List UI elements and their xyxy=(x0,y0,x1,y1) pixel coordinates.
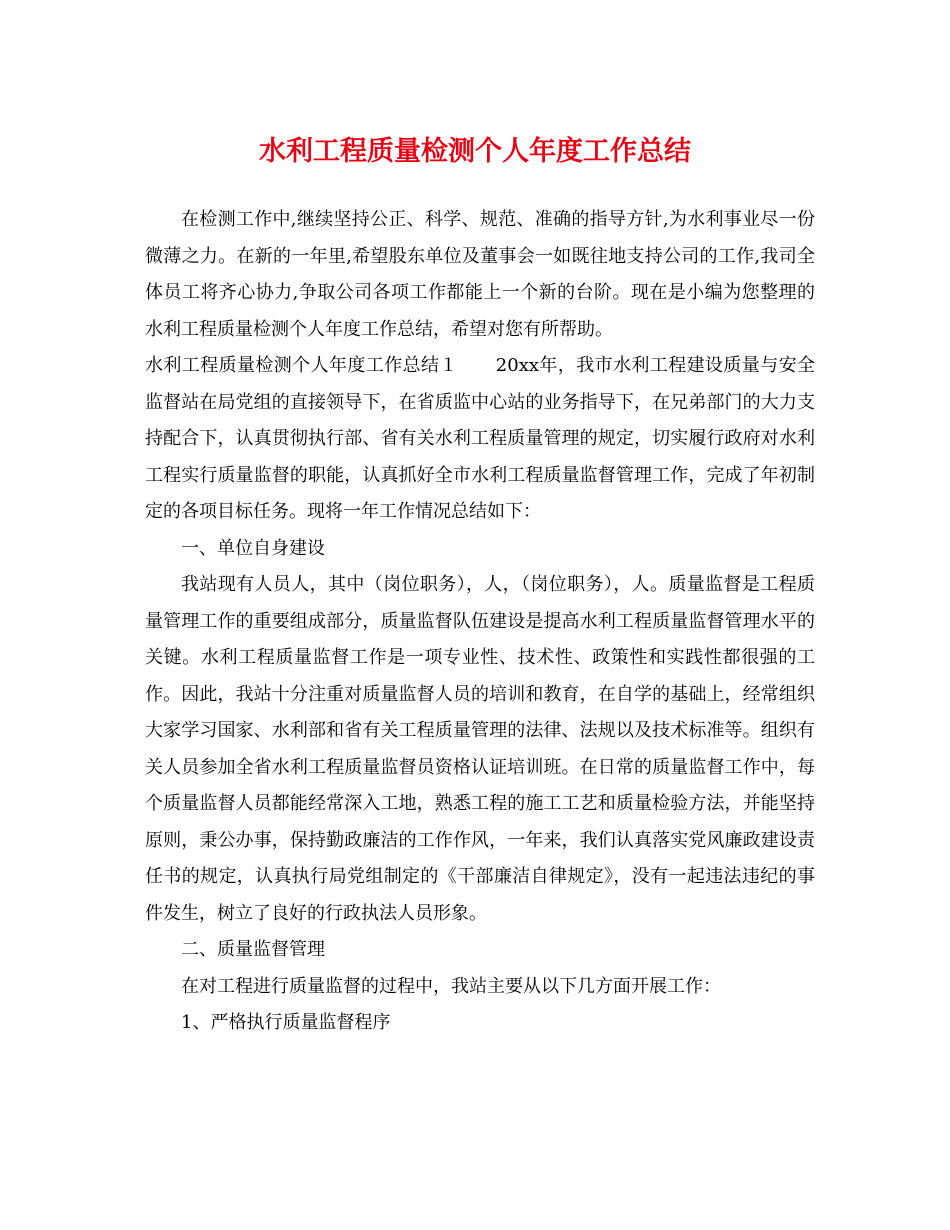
list-item-1: 1、严格执行质量监督程序 xyxy=(181,1012,391,1033)
document-title: 水利工程质量检测个人年度工作总结 xyxy=(259,136,691,167)
section-heading-2: 二、质量监督管理 xyxy=(181,939,325,960)
section-heading-1: 一、单位自身建设 xyxy=(181,537,325,559)
section-intro-paragraph xyxy=(145,348,815,531)
intro-paragraph: 在检测工作中,继续坚持公正、科学、规范、准确的指导方针,为水利事业尽一份微薄之力。在新的一年里,希望股东单位及董事会一如既往地支持公司的工作,我司全体员工将齐心协力,争取公司各项工作都能上一个新的台阶。现在是小编为您整理的水利工程质量检测个人年度工作总结，希望对您有所帮助。 xyxy=(145,209,815,340)
document-body xyxy=(145,202,815,1042)
section-label: 水利工程质量检测个人年度工作总结１ xyxy=(145,355,458,376)
paragraph-1: 我站现有人员人，其中（岗位职务），人，（岗位职务），人。质量监督是工程质量管理工作的重要组成部分，质量监督队伍建设是提高水利工程质量监督管理水平的关键。水利工程质量监督工作是一项专业性、技术性、政策性和实践性都很强的工作。因此，我站十分注重对质量监督人员的培训和教育，在自学的基础上，经常组织大家学习国家、水利部和省有关工程质量管理的法律、法规以及技术标准等。组织有关人员参加全省水利工程质量监督员资格认证培训班。在日常的质量监督工作中，每个质量监督人员都能经常深入工地，熟悉工程的施工工艺和质量检验方法，并能坚持原则，秉公办事，保持勤政廉洁的工作作风，一年来，我们认真落实党风廉政建设责任书的规定，认真执行局党组制定的《干部廉洁自律规定》，没有一起违法违纪的事件发生，树立了良好的行政执法人员形象。 xyxy=(145,574,815,924)
section-intro-text: 20xx年，我市水利工程建设质量与安全监督站在局党组的直接领导下，在省质监中心站的业务指导下，在兄弟部门的大力支持配合下，认真贯彻执行部、省有关水利工程质量管理的规定，切实履行政府对水利工程实行质量监督的职能，认真抓好全市水利工程质量监督管理工作，完成了年初制定的各项目标任务。现将一年工作情况总结如下： xyxy=(145,355,815,522)
paragraph-2: 在对工程进行质量监督的过程中，我站主要从以下几方面开展工作： xyxy=(181,975,721,997)
